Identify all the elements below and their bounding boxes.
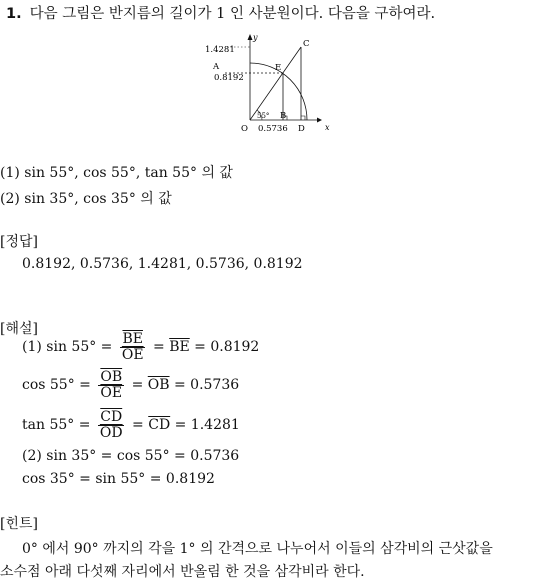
- sol3-segment: $\overline{CD}$: [148, 417, 171, 434]
- solution-line-2: cos 55° = $\frac{\overline{OB}}{OE}$ = $\overline{OB} = 0.5736$: [22, 369, 240, 401]
- solution-line-4: (2) sin 35° = cos 55° = 0.5736: [22, 448, 240, 464]
- solution-line-5: cos 35° = sin 55° = 0.8192: [22, 471, 215, 487]
- subquestion-1: (1) sin 55°, cos 55°, tan 55° 의 값: [0, 165, 233, 181]
- right-angle-d: [301, 116, 305, 120]
- sol3-numerator: $\overline{CD}$: [100, 409, 123, 425]
- label-cos-value: 0.5736: [258, 124, 288, 134]
- sol3-lhs: tan 55° =: [22, 417, 91, 434]
- question-text: 다음 그림은 반지름의 길이가 1 인 사분원이다. 다음을 구하여라.: [29, 6, 436, 22]
- label-c: C: [303, 39, 310, 49]
- hint-line-2: 소수점 아래 다섯째 자리에서 반올림 한 것을 삼각비라 한다.: [0, 564, 365, 580]
- sol1-segment: $\overline{BE}$: [169, 339, 190, 356]
- sol3-fraction: [98, 410, 125, 440]
- sol2-value: = 0.5736: [173, 377, 240, 394]
- hint-header: [힌트]: [0, 516, 38, 532]
- sol2-fraction: [98, 370, 124, 400]
- label-x: x: [325, 123, 330, 132]
- sol2-numerator: $\overline{OB}$: [100, 369, 123, 385]
- hint-line-1: 0° 에서 90° 까지의 각을 1° 의 간격으로 나누어서 이들의 삼각비의 근삿값을: [22, 541, 493, 557]
- sol1-fraction: [120, 332, 146, 362]
- sol1-numerator: $\overline{BE}$: [122, 331, 143, 347]
- answer-header: [정답]: [0, 234, 38, 250]
- solution-line-3: tan 55° = $\frac{\overline{CD}}{OD}$ = $\overline{CD} = 1.4281$: [22, 409, 240, 441]
- label-sin-value: 0.8192: [214, 73, 244, 83]
- sol1-denominator: OE: [121, 346, 144, 363]
- solution-header: [해설]: [0, 321, 38, 337]
- sol2-lhs: cos 55° =: [22, 377, 91, 394]
- x-axis-arrow: [317, 118, 322, 123]
- label-y: y: [253, 33, 258, 42]
- label-a: A: [213, 62, 220, 72]
- label-b: B: [280, 111, 287, 121]
- sol1-value: = 0.8192: [194, 339, 260, 356]
- question: [6, 2, 435, 23]
- label-tan-value: 1.4281: [205, 45, 235, 55]
- trig-diagram: [205, 30, 330, 135]
- quarter-circle-figure: [205, 30, 330, 139]
- sol3-value: = 1.4281: [174, 417, 240, 434]
- question-number: 1.: [6, 6, 22, 22]
- sol1-lhs: (1) sin 55° =: [22, 339, 113, 356]
- solution-line-1: (1) sin 55° = $\frac{\overline{BE}}{OE}$ = $\overline{BE} = 0.8192$: [22, 331, 260, 363]
- label-e: E: [275, 63, 282, 73]
- label-angle: 55°: [257, 112, 270, 120]
- sol2-denominator: OE: [100, 384, 123, 401]
- label-o: O: [241, 124, 248, 134]
- label-d: D: [298, 124, 305, 134]
- subquestion-2: (2) sin 35°, cos 35° 의 값: [0, 191, 172, 207]
- sol3-denominator: OD: [99, 424, 123, 441]
- answer-values: 0.8192, 0.5736, 1.4281, 0.5736, 0.8192: [22, 256, 303, 272]
- sol2-segment: $\overline{OB}$: [147, 377, 170, 394]
- y-axis-arrow: [248, 34, 253, 40]
